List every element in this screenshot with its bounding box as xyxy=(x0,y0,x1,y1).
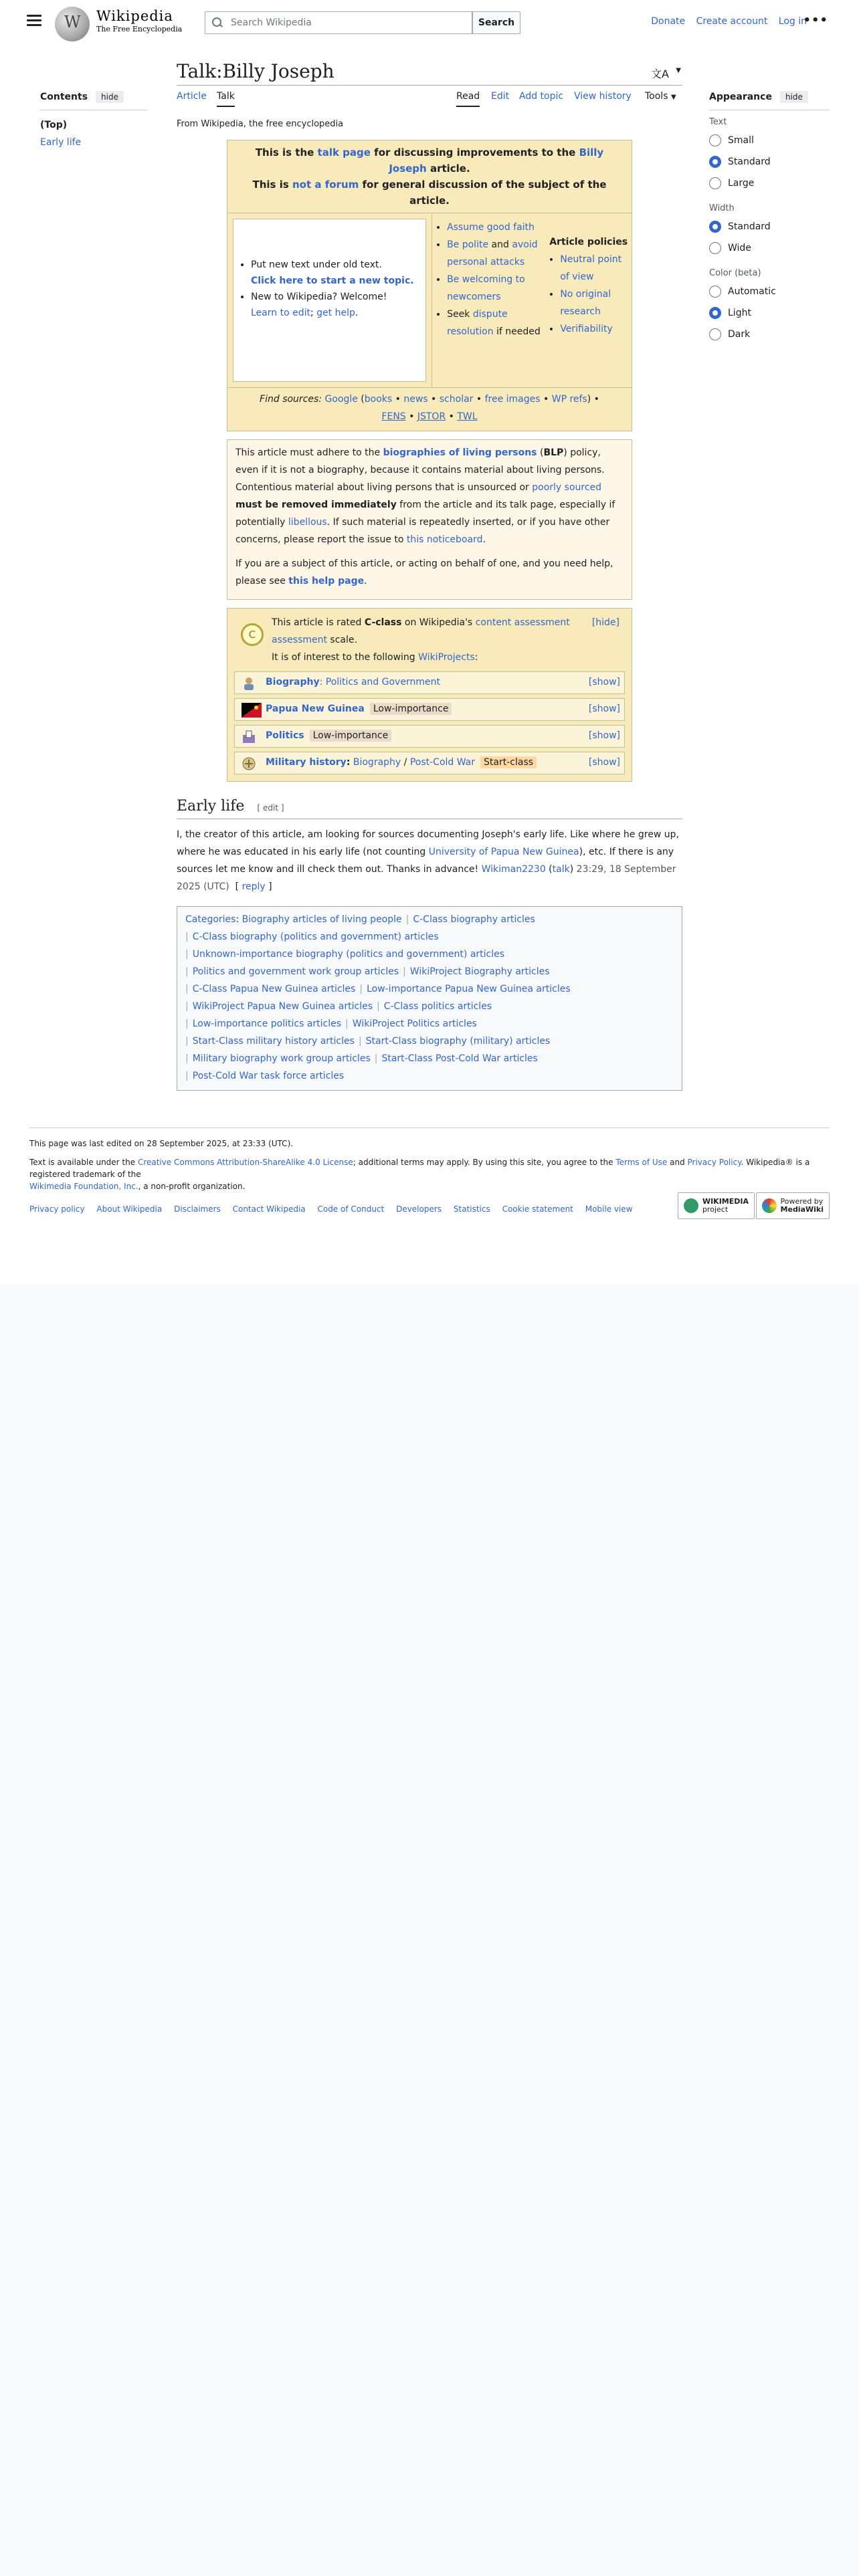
wordmark-tagline: The Free Encyclopedia xyxy=(96,25,183,33)
wikipedia-wordmark[interactable] xyxy=(96,8,182,33)
wikiprojects-banner xyxy=(227,608,632,782)
project-biography xyxy=(234,671,625,694)
wikiprojects-hide-button[interactable]: [hide] xyxy=(591,617,619,628)
radio-checked-icon xyxy=(709,307,721,319)
post-cold-war-link[interactable]: Post-Cold War xyxy=(409,757,476,768)
rating-text: It is of interest to the following xyxy=(272,652,419,663)
category-link[interactable]: Politics and government work group articles xyxy=(192,966,399,977)
categories-box: Categories: Biography articles of living people | C-Class biography articles | C-Class biography (politics and government) articles | Unknown-importance biography (politics and government) articles | Politics and government work group articles | WikiProject Biography articles | C-Class Papua New Guinea articles | Low-importance Papua New Guinea articles | WikiProject Papua New Guinea articles | C-Class politics articles | Low-importance politics articles | WikiProject Politics articles | Start-Class military history articles | Start-Class biography (military) articles | Military biography work group articles | Start-Class Post-Cold War articles | Post-Cold War task force articles xyxy=(177,906,682,1091)
talk-page-link[interactable]: talk page xyxy=(317,146,371,158)
find-sources: Find sources: Google (books • news • scholar • free images • WP refs) • FENS • JSTOR • TWL xyxy=(227,387,632,431)
article-policies xyxy=(545,213,632,387)
comment-timestamp: 23:29, 18 September 2025 (UTC) xyxy=(177,864,676,892)
talk-header-text: This is the xyxy=(255,146,318,158)
radio-label: Dark xyxy=(728,329,751,340)
rating-text: This article is rated xyxy=(272,617,365,628)
main-menu-icon[interactable] xyxy=(27,15,41,27)
badge-text: Powered by xyxy=(780,1197,824,1206)
category-link[interactable]: Low-importance Papua New Guinea articles xyxy=(367,984,571,994)
category-link[interactable]: Biography articles of living people xyxy=(242,914,402,925)
categories-label-link[interactable]: Categories xyxy=(185,914,236,925)
user-links xyxy=(643,16,807,27)
blp-text: This article must adhere to the xyxy=(235,447,383,458)
discussion-comment: I, the creator of this article, am looking for sources documenting Joseph's early life. Like where he grew up, where he was educated in his early life (not counting University of Papua New Guinea), etc. If there is any sources let me know and ill check them out. Thanks in advance! Wikiman2230 (talk) 23:29, 18 September 2025 (UTC) [ reply ] xyxy=(177,829,679,892)
military-biography-link[interactable]: Biography xyxy=(353,757,401,768)
search-box xyxy=(205,11,472,34)
find-jstor-link[interactable]: JSTOR xyxy=(417,411,446,422)
libellous-link[interactable]: libellous xyxy=(288,517,327,528)
talk-header-tips xyxy=(233,219,426,382)
start-new-topic-link[interactable]: Click here to start a new topic. xyxy=(251,276,414,286)
tab-edit[interactable]: Edit xyxy=(491,91,510,102)
blp-text: . xyxy=(364,576,367,586)
avoid-personal-attacks-link[interactable]: avoid personal attacks xyxy=(447,239,538,267)
category-link[interactable]: Unknown-importance biography (politics and government) articles xyxy=(192,949,505,960)
radio-label: Light xyxy=(728,308,751,318)
wikipedia-globe-logo[interactable]: W xyxy=(55,7,90,41)
papua-new-guinea-flag-icon xyxy=(242,703,256,718)
verifiability-link[interactable]: Verifiability xyxy=(560,324,613,334)
text-size-small[interactable] xyxy=(709,130,830,151)
project-military-history xyxy=(234,752,625,774)
radio-label: Standard xyxy=(728,221,771,232)
radio-checked-icon xyxy=(709,221,721,233)
site-header xyxy=(0,0,859,43)
poorly-sourced-link[interactable]: poorly sourced xyxy=(532,482,602,493)
rating-text: on Wikipedia's xyxy=(401,617,476,628)
width-standard[interactable] xyxy=(709,216,830,237)
tab-talk[interactable]: Talk xyxy=(217,91,235,107)
png-project-link[interactable]: Papua New Guinea xyxy=(266,704,365,714)
find-twl-link[interactable]: TWL xyxy=(457,411,478,422)
section-edit-link[interactable]: [ edit ] xyxy=(257,803,284,813)
class-badge: Start-class xyxy=(480,756,537,768)
toc-hide-button[interactable]: hide xyxy=(96,91,124,103)
rating-text: : xyxy=(474,652,478,663)
blp-emphasis: must be removed immediately xyxy=(235,500,397,510)
blp-notice xyxy=(227,439,632,600)
tab-add-topic[interactable]: Add topic xyxy=(519,91,564,102)
radio-label: Standard xyxy=(728,156,771,167)
comment-text: I, the creator of this article, am looking for sources documenting Joseph's early life. Like where he grew up, where he was educated in his early life (not counting xyxy=(177,829,679,857)
help-page-link[interactable]: this help page xyxy=(288,576,365,586)
color-label: Color (beta) xyxy=(709,268,761,278)
footer-privacy-link[interactable]: Privacy policy xyxy=(29,1204,85,1214)
military-history-show-button[interactable]: [show] xyxy=(588,757,620,768)
category-link[interactable]: C-Class Papua New Guinea articles xyxy=(192,984,356,994)
politics-government-link[interactable]: : Politics and Government xyxy=(319,677,440,687)
search-input[interactable] xyxy=(229,17,457,29)
page-title: Talk:Billy Joseph xyxy=(177,60,335,82)
be-welcoming-link[interactable]: Be welcoming to newcomers xyxy=(447,274,525,302)
biography-show-button[interactable]: [show] xyxy=(588,677,620,687)
appearance-panel xyxy=(709,91,830,345)
log-in-link[interactable]: Log in xyxy=(778,16,807,27)
category-link[interactable]: Low-importance politics articles xyxy=(192,1018,342,1029)
main-content xyxy=(177,59,682,1091)
reply-link[interactable]: reply xyxy=(242,881,266,892)
footer-mobile-view-link[interactable]: Mobile view xyxy=(585,1204,633,1214)
category-link[interactable]: C-Class biography (politics and government) articles xyxy=(192,932,439,942)
guideline-text: if needed xyxy=(493,326,541,337)
talk-header-text: for discussing improvements to the xyxy=(370,146,579,158)
appearance-title: Appearance xyxy=(709,92,772,102)
category-link[interactable]: C-Class biography articles xyxy=(413,914,535,925)
blp-abbrev: BLP xyxy=(543,447,564,458)
content-assessment-link[interactable]: assessment xyxy=(272,635,327,645)
reply-bracket: ] xyxy=(268,881,272,892)
find-google-link[interactable]: Google xyxy=(324,394,358,405)
talk-header-text: article. xyxy=(426,163,470,175)
learn-to-edit-link[interactable]: Learn to edit xyxy=(251,308,310,318)
license-part: . Wikipedia® is a registered trademark of the xyxy=(29,1158,810,1179)
mediawiki-logo-icon xyxy=(762,1198,777,1213)
talk-header-guidelines xyxy=(432,213,545,387)
color-automatic[interactable] xyxy=(709,281,830,302)
tab-view-history[interactable]: View history xyxy=(574,91,632,102)
footer-disclaimers-link[interactable]: Disclaimers xyxy=(174,1204,221,1214)
badge-text: project xyxy=(702,1205,729,1214)
tab-article[interactable]: Article xyxy=(177,91,207,102)
find-fens-link[interactable]: FENS xyxy=(381,411,406,422)
create-account-link[interactable]: Create account xyxy=(696,16,768,27)
find-free-images-link[interactable]: free images xyxy=(484,394,541,405)
footer-code-of-conduct-link[interactable]: Code of Conduct xyxy=(317,1204,385,1214)
license-part: Text is available under the xyxy=(29,1158,138,1167)
article-link[interactable]: Billy Joseph xyxy=(389,146,604,175)
radio-icon xyxy=(709,177,721,189)
tools-label: Tools xyxy=(645,91,668,102)
assume-good-faith-link[interactable]: Assume good faith xyxy=(447,222,535,233)
military-history-link[interactable]: Military history xyxy=(266,757,347,768)
be-polite-link[interactable]: Be polite xyxy=(447,239,489,250)
badge-text: WIKIMEDIA xyxy=(702,1197,749,1206)
tools-menu[interactable] xyxy=(645,91,676,106)
blp-policy-link[interactable]: biographies of living persons xyxy=(383,447,537,458)
appearance-hide-button[interactable]: hide xyxy=(780,91,808,103)
license-text xyxy=(29,1156,830,1192)
comment-text: ), etc. If there is any sources let me know and ill check them out. Thanks in advance! xyxy=(177,847,674,875)
talk-header-text: for general discussion of the subject of the article. xyxy=(359,179,607,207)
tip-text: Put new text under old text. xyxy=(251,259,382,270)
chevron-down-icon: ▼ xyxy=(670,94,676,101)
footer-contact-link[interactable]: Contact Wikipedia xyxy=(232,1204,306,1214)
politics-show-button[interactable]: [show] xyxy=(588,730,620,741)
wikimedia-project-badge[interactable] xyxy=(678,1192,755,1219)
politics-project-icon xyxy=(242,730,256,744)
footer-developers-link[interactable]: Developers xyxy=(396,1204,442,1214)
blp-text: . If such material is repeatedly inserted, or if you have other concerns, please report the issue to xyxy=(235,517,610,545)
separator: : xyxy=(346,757,351,768)
text-size-label: Text xyxy=(709,117,727,127)
radio-icon xyxy=(709,328,721,340)
width-label: Width xyxy=(709,203,735,213)
site-footer xyxy=(29,1128,830,1215)
text-size-standard[interactable] xyxy=(709,151,830,173)
footer-cookie-link[interactable]: Cookie statement xyxy=(502,1204,573,1214)
language-icon[interactable]: 文A xyxy=(651,68,669,80)
category-link[interactable]: WikiProject Politics articles xyxy=(352,1018,477,1029)
donate-link[interactable]: Donate xyxy=(651,16,686,27)
table-of-contents xyxy=(40,91,147,154)
radio-icon xyxy=(709,134,721,146)
privacy-policy-link[interactable]: Privacy Policy xyxy=(687,1158,741,1167)
separator: ; xyxy=(310,308,317,318)
footer-statistics-link[interactable]: Statistics xyxy=(453,1204,490,1214)
wikimedia-logo-icon xyxy=(684,1198,698,1213)
radio-label: Wide xyxy=(728,243,751,253)
radio-checked-icon xyxy=(709,156,721,168)
dispute-resolution-link[interactable]: dispute resolution xyxy=(447,309,508,337)
signature-talk-link[interactable]: talk xyxy=(552,864,570,875)
category-link[interactable]: WikiProject Biography articles xyxy=(409,966,550,977)
article-policies-title: Article policies xyxy=(549,237,628,247)
radio-icon xyxy=(709,286,721,298)
category-link[interactable]: WikiProject Papua New Guinea articles xyxy=(192,1001,373,1012)
color-light[interactable] xyxy=(709,302,830,324)
talk-header-text: This is xyxy=(252,179,292,191)
c-class-badge-icon: C xyxy=(241,623,264,646)
category-link[interactable]: Start-Class military history articles xyxy=(192,1036,355,1047)
section-heading xyxy=(177,798,682,819)
blp-text: If you are a subject of this article, or acting on behalf of one, and you need help, please see xyxy=(235,558,613,586)
rating-text: scale. xyxy=(326,635,357,645)
reply-bracket: [ xyxy=(235,881,240,892)
width-wide[interactable] xyxy=(709,237,830,259)
importance-badge: Low-importance xyxy=(310,730,392,742)
talk-header-box xyxy=(227,140,632,431)
terms-of-use-link[interactable]: Terms of Use xyxy=(615,1158,668,1167)
page-tabs xyxy=(177,91,682,111)
get-help-link[interactable]: get help xyxy=(316,308,355,318)
cc-license-link[interactable]: Creative Commons Attribution-ShareAlike 4.0 License xyxy=(137,1158,353,1167)
wikimedia-foundation-link[interactable]: Wikimedia Foundation, Inc. xyxy=(29,1182,138,1191)
blp-text: ( xyxy=(537,447,544,458)
color-dark[interactable] xyxy=(709,324,830,345)
license-part: , a non-profit organization. xyxy=(138,1182,246,1191)
category-link[interactable]: Start-Class Post-Cold War articles xyxy=(381,1053,538,1064)
npov-link[interactable]: Neutral point of view xyxy=(560,254,622,282)
guideline-text: Seek xyxy=(447,309,473,320)
military-history-project-icon xyxy=(242,756,256,771)
toc-item-top[interactable]: (Top) xyxy=(40,120,68,130)
project-papua-new-guinea xyxy=(234,698,625,721)
tab-read[interactable]: Read xyxy=(456,91,480,107)
guideline-text: and xyxy=(488,239,512,250)
noticeboard-link[interactable]: this noticeboard xyxy=(406,534,483,545)
blp-text: from the article and its talk page, especially if potentially xyxy=(235,500,615,528)
png-show-button[interactable]: [show] xyxy=(588,704,620,714)
wordmark-title: Wikipedia xyxy=(96,8,173,24)
biography-project-link[interactable]: Biography xyxy=(266,677,320,687)
radio-label: Automatic xyxy=(728,286,776,297)
find-books-link[interactable]: books xyxy=(364,394,393,405)
tip-text: New to Wikipedia? Welcome! xyxy=(251,292,387,302)
upng-link[interactable]: University of Papua New Guinea xyxy=(428,847,579,857)
wikiprojects-link[interactable]: WikiProjects xyxy=(418,652,475,663)
last-edited-text: This page was last edited on 28 September 2025, at 23:33 (UTC). xyxy=(29,1139,294,1148)
radio-icon xyxy=(709,242,721,254)
blp-text: . xyxy=(482,534,486,545)
category-link[interactable]: Post-Cold War task force articles xyxy=(192,1071,345,1081)
biography-project-icon xyxy=(242,676,256,691)
importance-badge: Low-importance xyxy=(370,703,452,715)
find-news-link[interactable]: news xyxy=(403,394,428,405)
blp-text: ) policy, even if it is not a biography, because it contains material about living persons. Contentious material about living persons that is unsourced or xyxy=(235,447,605,493)
not-a-forum-link[interactable]: not a forum xyxy=(292,179,359,191)
toc-title: Contents xyxy=(40,92,88,102)
license-part: ; additional terms may apply. By using this site, you agree to the xyxy=(353,1158,616,1167)
separator: . xyxy=(355,308,359,318)
separator: / xyxy=(401,757,410,768)
search-button[interactable]: Search xyxy=(472,11,520,34)
content-assessment-link[interactable]: content assessment xyxy=(475,617,570,628)
license-part: and xyxy=(667,1158,688,1167)
footer-about-link[interactable]: About Wikipedia xyxy=(96,1204,163,1214)
more-options-icon[interactable]: ••• xyxy=(803,13,828,27)
find-scholar-link[interactable]: scholar xyxy=(439,394,474,405)
search-icon xyxy=(212,17,223,28)
text-size-large[interactable] xyxy=(709,173,830,194)
category-link[interactable]: C-Class politics articles xyxy=(383,1001,492,1012)
powered-by-mediawiki-badge[interactable] xyxy=(756,1192,830,1219)
signature-user-link[interactable]: Wikiman2230 xyxy=(481,864,546,875)
rating-class: C-class xyxy=(364,617,402,628)
project-politics xyxy=(234,725,625,748)
from-wikipedia-tagline: From Wikipedia, the free encyclopedia xyxy=(177,119,344,129)
toc-item-early-life[interactable]: Early life xyxy=(40,137,82,148)
politics-project-link[interactable]: Politics xyxy=(266,730,304,741)
page xyxy=(0,0,859,1284)
category-link[interactable]: Military biography work group articles xyxy=(192,1053,371,1064)
section-title: Early life xyxy=(177,798,245,815)
no-original-research-link[interactable]: No original research xyxy=(560,289,611,317)
badge-text: MediaWiki xyxy=(780,1205,824,1214)
category-link[interactable]: Start-Class biography (military) articles xyxy=(365,1036,551,1047)
find-sources-label: Find sources: xyxy=(260,394,322,405)
find-wp-refs-link[interactable]: WP refs xyxy=(551,394,587,405)
chevron-down-icon[interactable]: ▼ xyxy=(676,67,681,74)
radio-label: Small xyxy=(728,135,754,146)
radio-label: Large xyxy=(728,178,755,189)
